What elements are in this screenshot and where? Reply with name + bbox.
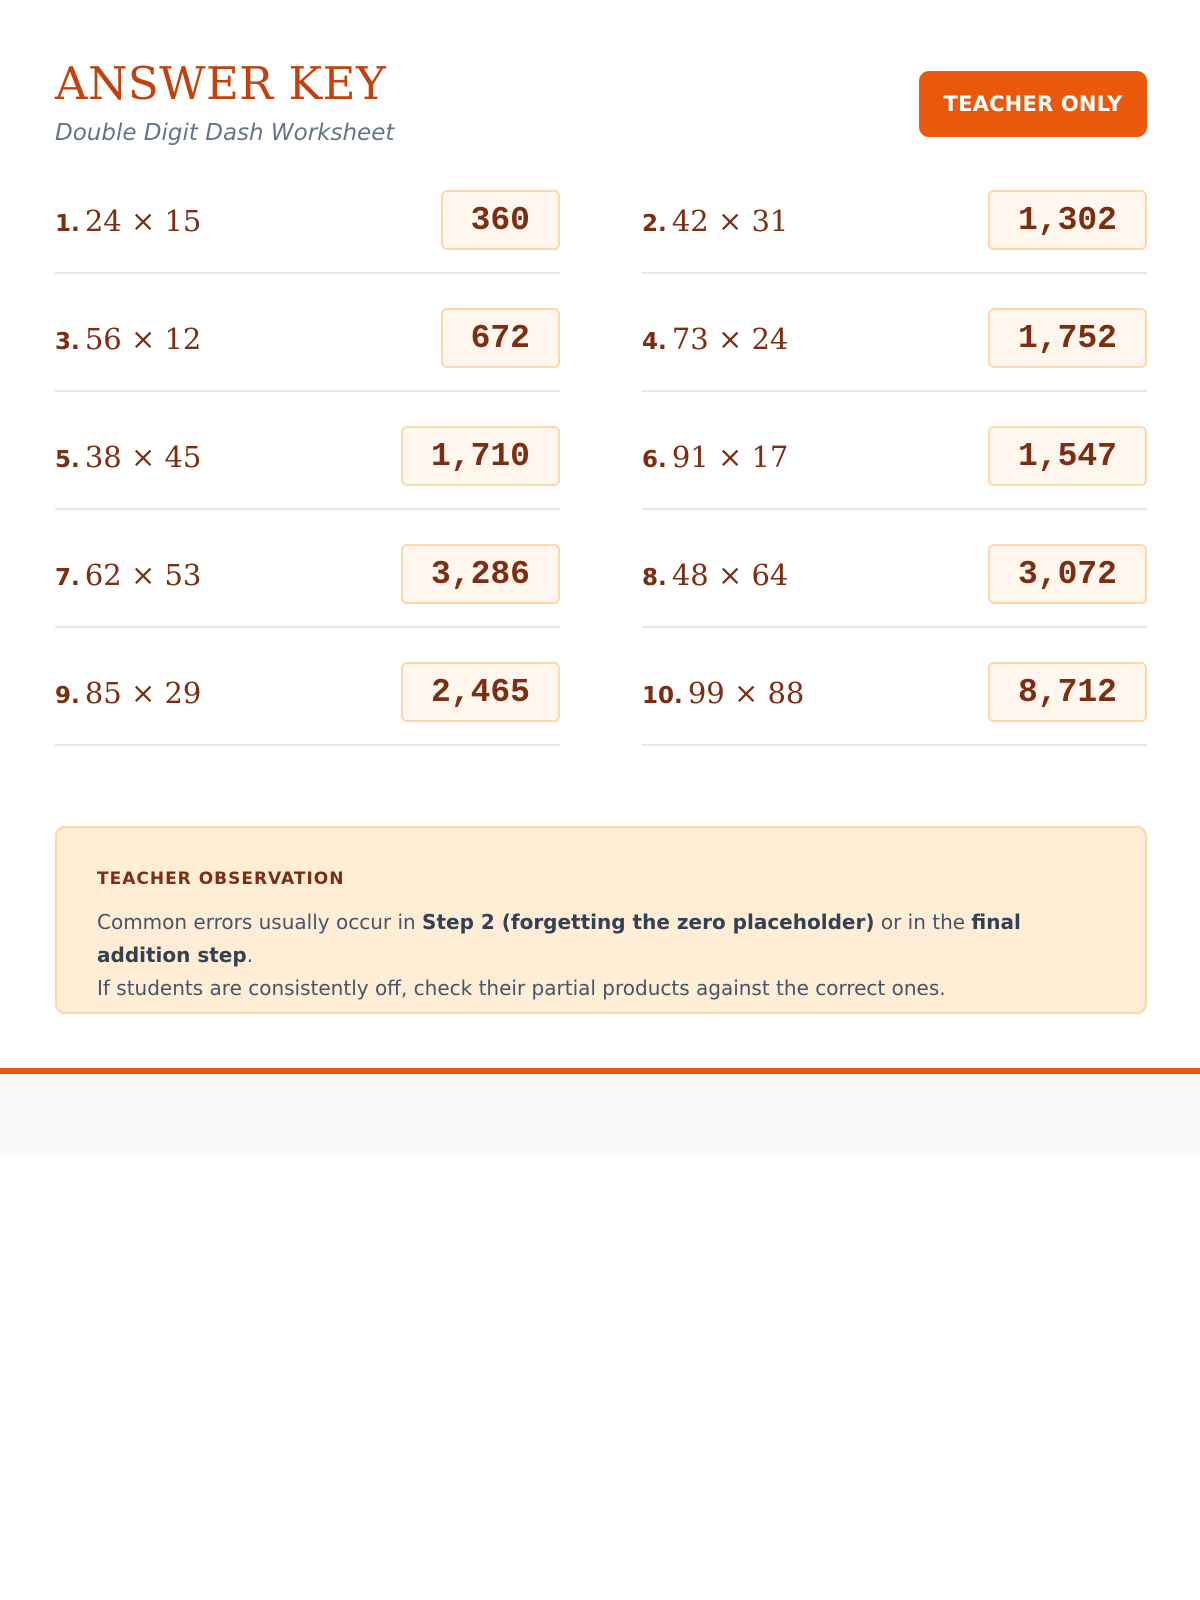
worksheet-subtitle: Double Digit Dash Worksheet <box>55 120 395 146</box>
problem-number: 8. <box>642 565 667 591</box>
problem-number: 9. <box>55 683 80 709</box>
problem <box>55 203 201 244</box>
footer-band <box>0 1074 1200 1156</box>
observation-text-line2: If students are consistently off, check their partial products against the correct ones. <box>97 976 946 1000</box>
problem <box>55 321 201 362</box>
problem-row <box>642 426 1147 510</box>
problem-number: 4. <box>642 329 667 355</box>
problem <box>55 557 201 598</box>
answer-box: 672 <box>441 308 560 368</box>
answer-box: 3,072 <box>988 544 1147 604</box>
observation-text-part: . <box>246 943 254 967</box>
problem-expression: 85 × 29 <box>84 676 202 710</box>
problem-row <box>642 544 1147 628</box>
answer-box: 360 <box>441 190 560 250</box>
observation-heading: TEACHER OBSERVATION <box>97 869 345 889</box>
problem-number: 5. <box>55 447 80 473</box>
answer-box: 3,286 <box>401 544 560 604</box>
answer-box: 1,752 <box>988 308 1147 368</box>
problem-row <box>55 662 560 746</box>
problem-expression: 73 × 24 <box>671 322 789 356</box>
answer-box: 1,710 <box>401 426 560 486</box>
teacher-observation-box <box>55 826 1147 1014</box>
problem-number: 3. <box>55 329 80 355</box>
observation-text <box>97 906 1105 1005</box>
problem-number: 7. <box>55 565 80 591</box>
problem <box>642 557 788 598</box>
observation-bold-final-step: final addition step <box>97 910 1021 967</box>
problem-row <box>55 308 560 392</box>
problem <box>642 675 804 716</box>
page-title: ANSWER KEY <box>55 57 387 110</box>
problem-expression: 24 × 15 <box>84 204 202 238</box>
problem <box>55 439 201 480</box>
answer-box: 2,465 <box>401 662 560 722</box>
header <box>55 56 1147 156</box>
teacher-only-badge: TEACHER ONLY <box>919 71 1147 137</box>
problem-number: 10. <box>642 683 683 709</box>
problem-row <box>642 190 1147 274</box>
problem <box>642 321 788 362</box>
problem <box>642 439 788 480</box>
observation-bold-step2: Step 2 (forgetting the zero placeholder) <box>422 910 875 934</box>
problem-expression: 62 × 53 <box>84 558 202 592</box>
problem-row <box>642 662 1147 746</box>
problem-expression: 38 × 45 <box>84 440 202 474</box>
problem-expression: 99 × 88 <box>687 676 805 710</box>
problem-row <box>642 308 1147 392</box>
problem-expression: 48 × 64 <box>671 558 789 592</box>
answer-box: 1,302 <box>988 190 1147 250</box>
problem-expression: 42 × 31 <box>671 204 789 238</box>
answer-box: 1,547 <box>988 426 1147 486</box>
problem-row <box>55 426 560 510</box>
problem <box>55 675 201 716</box>
problem-number: 1. <box>55 211 80 237</box>
problem-number: 2. <box>642 211 667 237</box>
answer-box: 8,712 <box>988 662 1147 722</box>
problem-expression: 91 × 17 <box>671 440 789 474</box>
observation-text-part: or in the <box>874 910 972 934</box>
problem-number: 6. <box>642 447 667 473</box>
problem-row <box>55 544 560 628</box>
problem-expression: 56 × 12 <box>84 322 202 356</box>
problem-row <box>55 190 560 274</box>
problem <box>642 203 788 244</box>
observation-text-part: Common errors usually occur in <box>97 910 423 934</box>
